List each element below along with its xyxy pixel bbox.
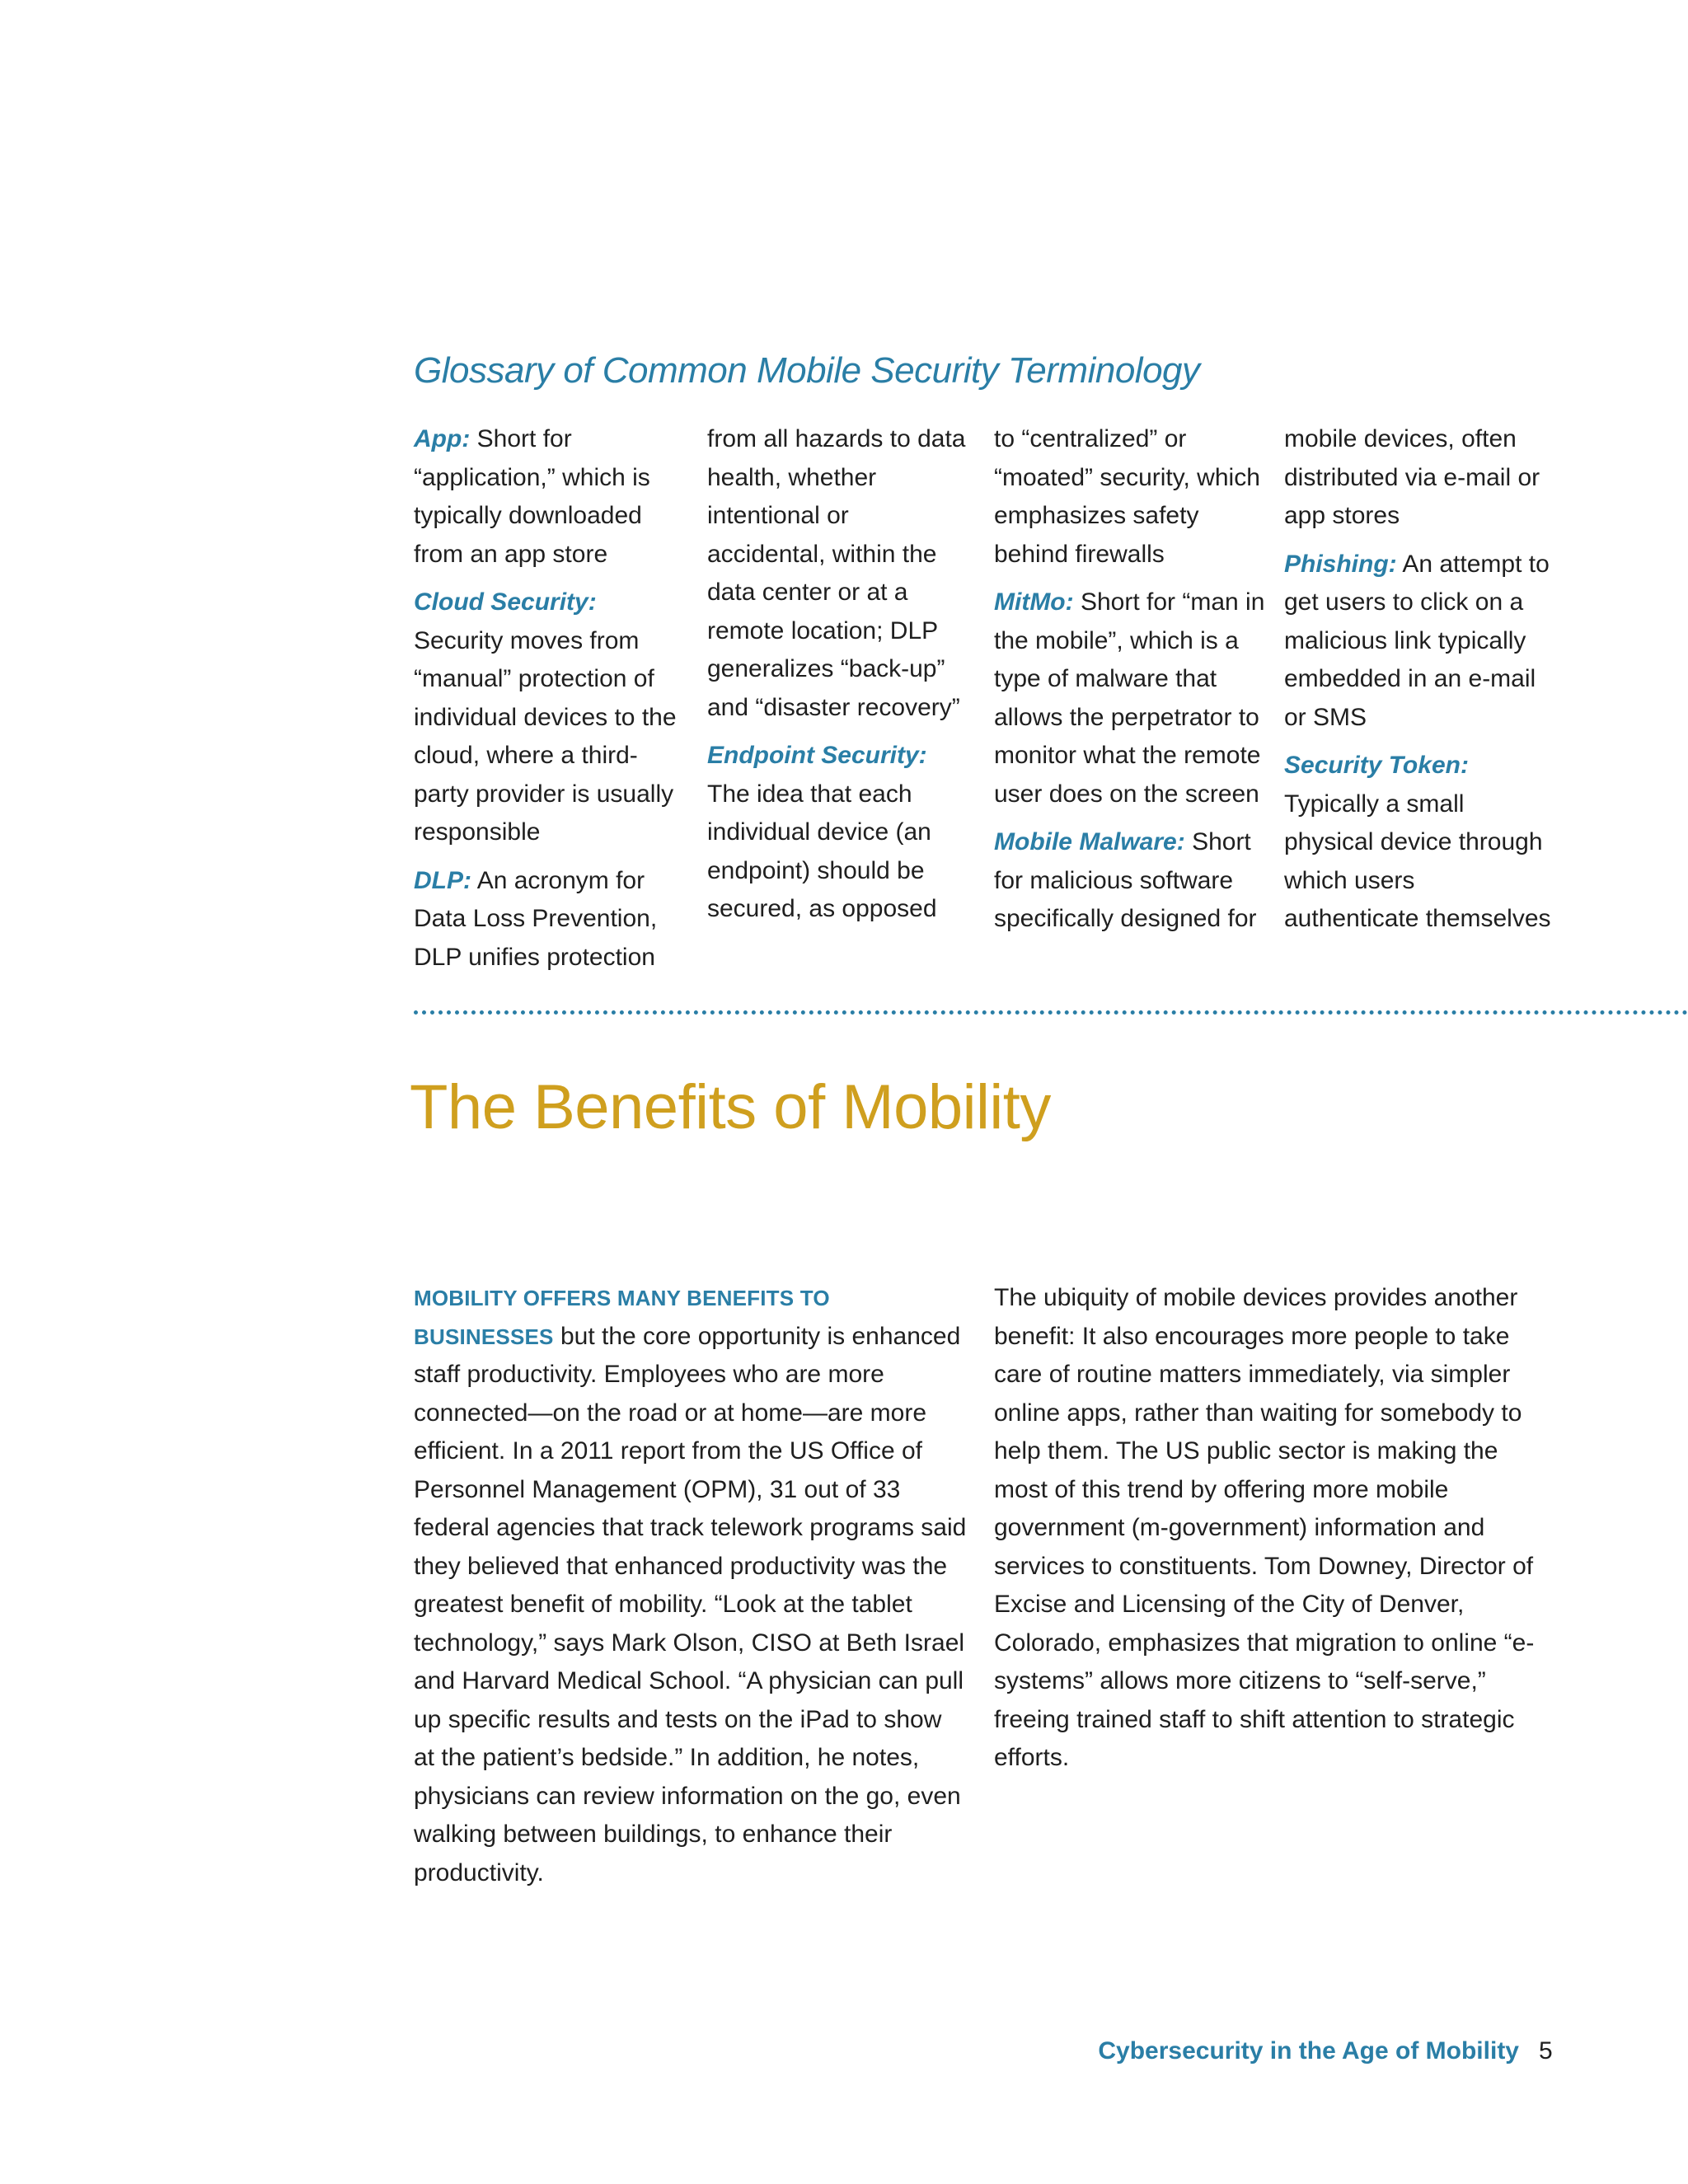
glossary-entry-mitmo [994,583,1266,813]
lead-in-caps: MOBILITY OFFERS MANY BENEFITS TO BUSINESSES [414,1286,830,1349]
glossary-continuation: to “centralized” or “moated” security, which emphasizes safety behind firewalls [994,425,1260,568]
glossary-term: Phishing: [1284,550,1397,578]
glossary-entry-security-token [1284,747,1556,939]
body-column-right [994,1279,1548,1778]
body-paragraph: The ubiquity of mobile devices provides another benefit: It also encourages more people to take care of routine matters immediately, via simpler online apps, rather than waiting for somebody to help them. The US public sector is making the most of this trend by offering more mobile government (m-government) information and services to constituents. Tom Downey, Director of Excise and Licensing of the City of Denver, Colorado, emphasizes that migration to online “e-systems” allows more citizens to “self-serve,” freeing trained staff to shift attention to strategic efforts. [994,1284,1535,1771]
glossary-entry-dlp [414,862,686,977]
glossary-definition: The idea that each individual device (an endpoint) should be secured, as opposed [707,780,937,922]
glossary-continuation: mobile devices, often distributed via e-mail or app stores [1284,425,1540,529]
body-paragraph [414,1279,968,1892]
paragraph-text: but the core opportunity is enhanced staff productivity. Employees who are more connected—on the road or at home—are more efficient. In a 2011 report from the US Office of Personnel Management (OPM), 31 out of 33 federal agencies that track telework programs said they believed that enhanced productivity was the greatest benefit of mobility. “Look at the tablet technology,” says Mark Olson, CISO at Beth Israel and Harvard Medical School. “A physician can pull up specific results and tests on the iPad to show at the patient’s bedside.” In addition, he notes, physicians can review information on the go, even walking between buildings, to enhance their productivity. [414,1322,967,1886]
body-column-left [414,1279,968,1892]
glossary-definition: An attempt to get users to click on a malicious link typically embedded in an e-mail or SMS [1284,550,1550,731]
glossary-entry-mobile-malware [994,823,1266,939]
glossary-column-4 [1284,420,1556,949]
glossary-term: MitMo: [994,588,1074,616]
glossary-term: Cloud Security: [414,588,597,616]
glossary-column-3 [994,420,1266,949]
glossary-entry-endpoint-security [707,737,971,929]
glossary-entry-phishing [1284,546,1556,738]
page-number: 5 [1539,2037,1553,2064]
glossary-definition: Short for malicious software specifically designed for [994,828,1257,932]
glossary-column-2 [707,420,971,939]
glossary-term: Mobile Malware: [994,828,1185,855]
glossary-definition: Typically a small physical device through which users authenticate themselves [1284,790,1551,932]
glossary-continuation: from all hazards to data health, whether intentional or accidental, within the data center or at a remote location; DLP generalizes “back-up” and “disaster recovery” [707,425,966,721]
glossary-entry-cloud-security [414,583,686,852]
glossary-definition: Short for “man in the mobile”, which is a type of malware that allows the perpetrator to monitor what the remote user does on the screen [994,588,1265,808]
glossary-entry-app [414,420,686,574]
glossary-definition: Short for “application,” which is typically downloaded from an app store [414,425,650,568]
glossary-column-1 [414,420,686,987]
glossary-title: Glossary of Common Mobile Security Terminology [414,350,1200,391]
glossary-term: DLP: [414,866,471,894]
glossary-definition: Security moves from “manual” protection of individual devices to the cloud, where a third-party provider is usually responsible [414,626,677,846]
glossary-term: Endpoint Security: [707,742,927,769]
dotted-divider [414,1010,1688,1015]
glossary-term: Security Token: [1284,752,1469,779]
footer-title: Cybersecurity in the Age of Mobility [1098,2037,1519,2064]
glossary-term: App: [414,425,471,452]
section-title: The Benefits of Mobility [410,1072,1051,1142]
glossary-definition: An acronym for Data Loss Prevention, DLP unifies protection [414,866,658,971]
